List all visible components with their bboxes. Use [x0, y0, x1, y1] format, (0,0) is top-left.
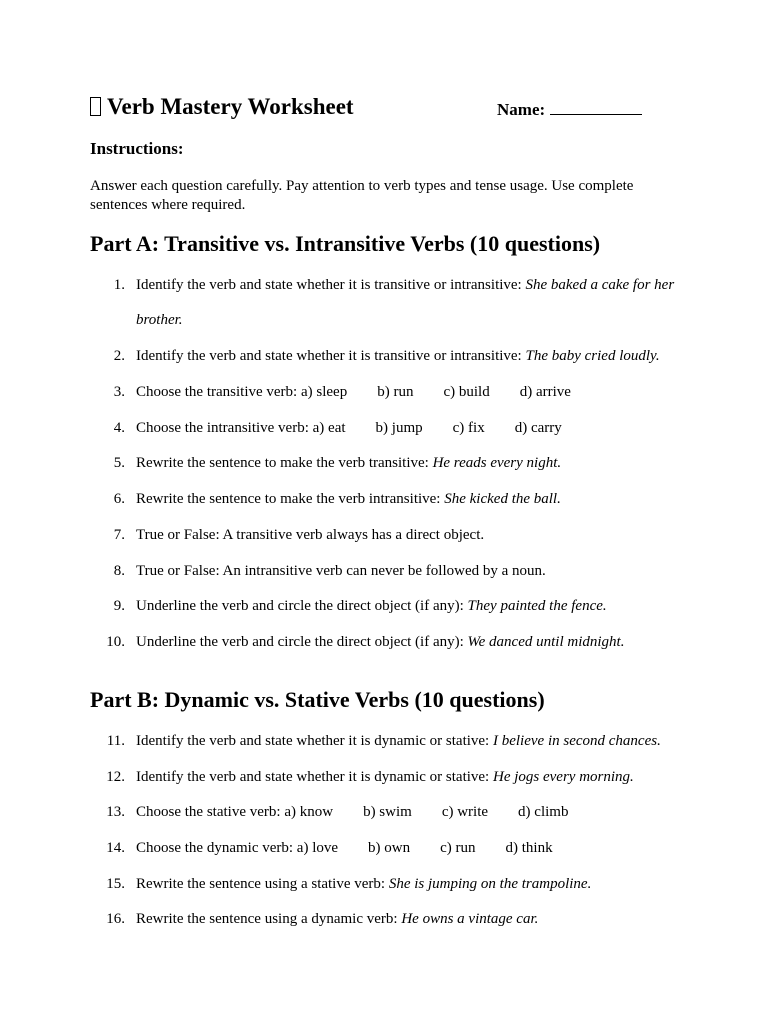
option-d: d) think	[505, 840, 553, 856]
question-text	[136, 454, 681, 473]
question-example: They painted the fence.	[467, 598, 607, 614]
question-text	[136, 910, 681, 929]
question-text	[136, 597, 681, 616]
question-text: True or False: An intransitive verb can never be followed by a noun.	[136, 563, 546, 579]
question-number: 10.	[106, 634, 125, 650]
question-example: We danced until midnight.	[467, 634, 625, 650]
question-number: 5.	[113, 455, 125, 471]
question-number: 3.	[113, 384, 125, 400]
question-prompt: Identify the verb and state whether it is dynamic or stative:	[136, 769, 493, 785]
question-example: She is jumping on the trampoline.	[388, 876, 592, 892]
question-prompt: Underline the verb and circle the direct object (if any):	[136, 598, 468, 614]
question-number: 1.	[113, 277, 125, 293]
question-number: 8.	[113, 563, 125, 579]
instructions-text: Answer each question carefully. Pay attention to verb types and tense usage. Use complete sentences where required.	[90, 178, 634, 213]
question-text	[136, 875, 681, 894]
question-example: The baby cried loudly.	[525, 348, 660, 364]
question-number: 16.	[106, 911, 125, 927]
question-example: I believe in second chances.	[492, 733, 661, 749]
question-text	[136, 633, 681, 652]
option-a: a) eat	[312, 420, 346, 436]
question-number: 4.	[113, 420, 125, 436]
question-prompt: Choose the stative verb:	[136, 804, 285, 820]
question-prompt: Rewrite the sentence to make the verb transitive:	[136, 455, 433, 471]
question-prompt: Choose the intransitive verb:	[136, 420, 313, 436]
question-prompt: Underline the verb and circle the direct object (if any):	[136, 634, 468, 650]
question-example: She kicked the ball.	[444, 491, 561, 507]
name-blank-line[interactable]	[550, 99, 642, 115]
name-field	[497, 99, 642, 120]
option-c: c) run	[440, 840, 476, 856]
question-prompt: Rewrite the sentence to make the verb intransitive:	[136, 491, 445, 507]
question-number: 13.	[106, 804, 125, 820]
question-text	[136, 419, 681, 438]
question-example: He reads every night.	[432, 455, 562, 471]
question-text	[136, 803, 681, 822]
question-prompt: Rewrite the sentence using a stative verb:	[136, 876, 389, 892]
option-a: a) know	[284, 804, 334, 820]
question-number: 9.	[113, 598, 125, 614]
question-prompt: Choose the dynamic verb:	[136, 840, 297, 856]
option-d: d) climb	[518, 804, 569, 820]
question-prompt: Identify the verb and state whether it is transitive or intransitive:	[136, 277, 526, 293]
name-label: Name:	[497, 100, 546, 119]
option-c: c) fix	[452, 420, 485, 436]
question-prompt: Choose the transitive verb:	[136, 384, 301, 400]
question-prompt: Identify the verb and state whether it is dynamic or stative:	[136, 733, 493, 749]
worksheet-header	[90, 94, 690, 124]
option-b: b) run	[377, 384, 414, 400]
option-b: b) own	[368, 840, 411, 856]
option-a: a) sleep	[300, 384, 348, 400]
question-number: 15.	[106, 876, 125, 892]
option-a: a) love	[296, 840, 339, 856]
question-example: He jogs every morning.	[492, 769, 634, 785]
option-b: b) jump	[375, 420, 423, 436]
option-c: c) build	[443, 384, 490, 400]
question-example: He owns a vintage car.	[401, 911, 539, 927]
option-b: b) swim	[363, 804, 412, 820]
question-text	[136, 768, 681, 787]
part-a-heading: Part A: Transitive vs. Intransitive Verbs (10 questions)	[90, 231, 601, 256]
title-text: Verb Mastery Worksheet	[107, 94, 354, 119]
question-text: True or False: A transitive verb always has a direct object.	[136, 527, 485, 543]
option-d: d) carry	[514, 420, 562, 436]
question-number: 11.	[106, 733, 125, 749]
part-b-heading: Part B: Dynamic vs. Stative Verbs (10 questions)	[90, 687, 545, 712]
question-text	[136, 383, 681, 402]
question-number: 6.	[113, 491, 125, 507]
option-d: d) arrive	[519, 384, 571, 400]
question-text	[136, 732, 681, 751]
question-number: 2.	[113, 348, 125, 364]
question-prompt: Rewrite the sentence using a dynamic verb:	[136, 911, 402, 927]
question-text	[136, 276, 681, 295]
instructions-heading: Instructions:	[90, 139, 184, 158]
question-1-example-continued: brother.	[136, 312, 183, 328]
question-text	[136, 490, 681, 509]
question-example: She baked a cake for her	[525, 277, 675, 293]
question-number: 14.	[106, 840, 125, 856]
question-number: 12.	[106, 769, 125, 785]
missing-glyph-icon	[90, 97, 101, 116]
question-text	[136, 347, 681, 366]
question-text	[136, 839, 681, 858]
page-title	[90, 94, 354, 120]
question-number: 7.	[113, 527, 125, 543]
question-prompt: Identify the verb and state whether it is transitive or intransitive:	[136, 348, 526, 364]
option-c: c) write	[441, 804, 489, 820]
